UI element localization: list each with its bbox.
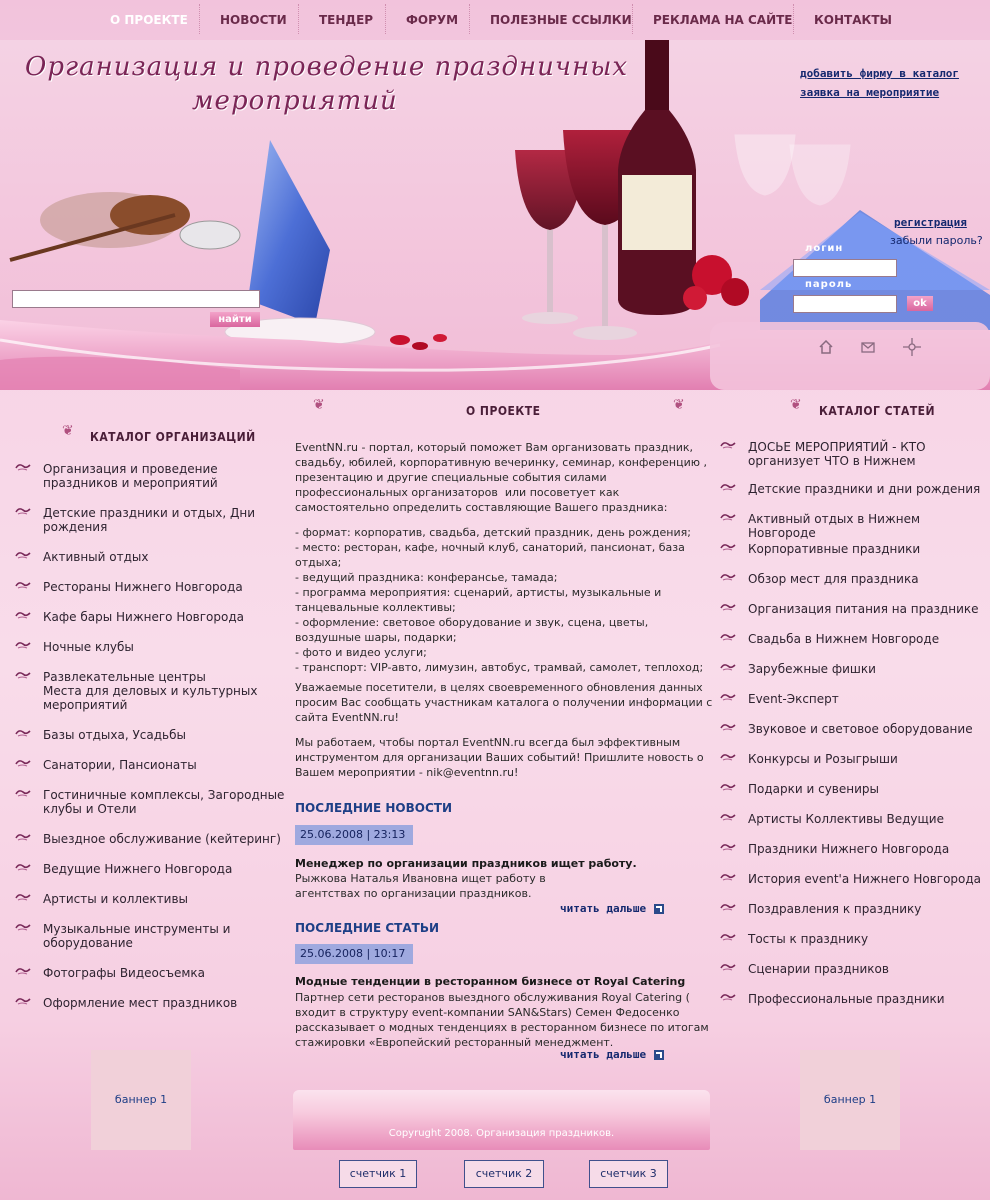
- articles-catalog-item-label: Обзор мест для праздника: [748, 572, 919, 586]
- sitemap-icon[interactable]: [902, 337, 922, 357]
- login-label: логин: [805, 243, 844, 254]
- site-title-line1: Организация и проведение праздничных: [25, 52, 629, 82]
- header-banner: [0, 40, 990, 390]
- about-intro: EventNN.ru - портал, который поможет Вам организовать праздник, свадьбу, юбилей, корпоративную вечеринку, семинар, конференцию , презентацию и другие специальные события силами профессиональных организаторов или посоветует как самостоятельно определить составляющие Вашего праздника:: [295, 441, 711, 514]
- leaf-ornament-icon: ❦: [62, 423, 74, 439]
- swirl-bullet-icon: [15, 832, 31, 842]
- org-catalog-item-label: Фотографы Видеосъемка: [43, 966, 205, 980]
- about-para2: Уважаемые посетители, в целях своевременного обновления данных просим Вас сообщать участникам каталога о получении информации с сайта EventNN.ru!: [295, 681, 716, 724]
- search-input[interactable]: [12, 290, 260, 308]
- org-catalog-item-label: Детские праздники и отдых, Дни рождения: [43, 506, 259, 534]
- banner-left[interactable]: баннер 1: [91, 1050, 191, 1150]
- articles-catalog-item-label: История event'a Нижнего Новгорода: [748, 872, 982, 886]
- swirl-bullet-icon: [15, 788, 31, 798]
- articles-catalog-item-label: Сценарии праздников: [748, 962, 889, 976]
- nav-separator: [793, 4, 795, 34]
- articles-catalog-item-label: Активный отдых в Нижнем Новгороде: [748, 512, 924, 540]
- password-label: пароль: [805, 279, 853, 290]
- org-catalog-item-label: Выездное обслуживание (кейтеринг): [43, 832, 281, 846]
- swirl-bullet-icon: [15, 996, 31, 1006]
- about-list: - формат: корпоратив, свадьба, детский праздник, день рождения; - место: ресторан, кафе, ночный клуб, санаторий, пансионат, база отдыха; - ведущий праздника: конферансье, тамада; - программа мероприятия: сценарий, артисты, музыкальные и танцевальные коллективы; - оформление: световое оборудование и звук, сцена, цветы, воздушные шары, подарки; - фото и видео услуги; - транспорт: VIP-авто, лимузин, автобус, трамвай, самолет, теплоход;: [295, 526, 704, 674]
- mail-icon[interactable]: [861, 342, 875, 353]
- nav-tender[interactable]: ТЕНДЕР: [319, 13, 374, 27]
- forgot-password-link[interactable]: забыли пароль?: [890, 234, 983, 247]
- swirl-bullet-icon: [720, 872, 736, 882]
- org-catalog-item-label: Кафе бары Нижнего Новгорода: [43, 610, 245, 624]
- swirl-bullet-icon: [720, 572, 736, 582]
- swirl-bullet-icon: [720, 842, 736, 852]
- articles-catalog-item-label: Детские праздники и дни рождения: [748, 482, 981, 496]
- news-title: ПОСЛЕДНИЕ НОВОСТИ: [295, 801, 452, 815]
- swirl-bullet-icon: [720, 542, 736, 552]
- swirl-bullet-icon: [15, 758, 31, 768]
- arrow-right-icon: [654, 904, 664, 914]
- articles-catalog-item-label: ДОСЬЕ МЕРОПРИЯТИЙ - КТО организует ЧТО в Нижнем: [748, 440, 930, 468]
- swirl-bullet-icon: [15, 506, 31, 516]
- nav-useful-links[interactable]: ПОЛЕЗНЫЕ ССЫЛКИ: [490, 13, 632, 27]
- login-ok-button[interactable]: ok: [907, 296, 933, 311]
- article-read-more-label: читать дальше: [560, 1048, 647, 1061]
- articles-catalog-title: КАТАЛОГ СТАТЕЙ: [819, 404, 936, 418]
- news-read-more-label: читать дальше: [560, 902, 647, 915]
- add-firm-link[interactable]: добавить фирму в каталог: [800, 67, 959, 80]
- article-read-more[interactable]: [560, 1048, 664, 1061]
- articles-catalog-item-label: Поздравления к празднику: [748, 902, 922, 916]
- about-para3: Мы работаем, чтобы портал EventNN.ru всегда был эффективным инструментом для организации Ваших событий! Пришлите новость о Вашем мероприятии - nik@eventnn.ru!: [295, 736, 708, 779]
- articles-catalog-item-label: Конкурсы и Розыгрыши: [748, 752, 898, 766]
- org-catalog-item-label: Базы отдыха, Усадьбы: [43, 728, 186, 742]
- swirl-bullet-icon: [720, 992, 736, 1002]
- counter-1[interactable]: счетчик 1: [339, 1160, 417, 1188]
- org-catalog-title: КАТАЛОГ ОРГАНИЗАЦИЙ: [90, 430, 256, 444]
- article-body: Партнер сети ресторанов выездного обслуживания Royal Catering ( входит в структуру event-компании SAN&Stars) Семен Федосенко рассказывает о модных тенденциях в ресторанном бизнесе по итогам стажировки «Европейский ресторанный менеджмент.: [295, 991, 713, 1049]
- swirl-bullet-icon: [720, 932, 736, 942]
- swirl-bullet-icon: [15, 550, 31, 560]
- swirl-bullet-icon: [720, 752, 736, 762]
- news-headline[interactable]: Менеджер по организации праздников ищет работу.: [295, 857, 637, 870]
- swirl-bullet-icon: [720, 602, 736, 612]
- nav-separator: [199, 4, 201, 34]
- nav-forum[interactable]: ФОРУМ: [406, 13, 459, 27]
- swirl-bullet-icon: [15, 640, 31, 650]
- swirl-bullet-icon: [720, 692, 736, 702]
- nav-advertising[interactable]: РЕКЛАМА НА САЙТЕ: [653, 13, 793, 27]
- swirl-bullet-icon: [15, 610, 31, 620]
- copyright-text: Copyrught 2008. Организация праздников.: [388, 1128, 615, 1139]
- swirl-bullet-icon: [720, 662, 736, 672]
- site-title-line2: мероприятий: [192, 86, 398, 116]
- login-input[interactable]: [793, 259, 897, 277]
- swirl-bullet-icon: [15, 922, 31, 932]
- news-body: Рыжкова Наталья Ивановна ищет работу в агентствах по организации праздников.: [295, 872, 546, 900]
- nav-separator: [469, 4, 471, 34]
- swirl-bullet-icon: [15, 462, 31, 472]
- nav-about[interactable]: О ПРОЕКТЕ: [110, 13, 188, 27]
- leaf-ornament-icon: ❦: [790, 397, 802, 413]
- leaf-ornament-icon: ❦: [673, 397, 685, 413]
- nav-news[interactable]: НОВОСТИ: [220, 13, 287, 27]
- arrow-right-icon: [654, 1050, 664, 1060]
- nav-separator: [298, 4, 300, 34]
- news-read-more[interactable]: [560, 902, 664, 915]
- articles-catalog-item-label: Зарубежные фишки: [748, 662, 876, 676]
- top-navigation: [0, 0, 990, 40]
- articles-catalog-item-label: Организация питания на празднике: [748, 602, 979, 616]
- articles-catalog-item-label: Свадьба в Нижнем Новгороде: [748, 632, 940, 646]
- articles-catalog-item-label: Подарки и сувениры: [748, 782, 879, 796]
- search-button[interactable]: найти: [210, 312, 260, 327]
- org-catalog-item-label: Гостиничные комплексы, Загородные клубы и Отели: [43, 788, 289, 816]
- swirl-bullet-icon: [15, 966, 31, 976]
- org-catalog-item-label: Артисты и коллективы: [43, 892, 189, 906]
- articles-catalog-item-label: Профессиональные праздники: [748, 992, 945, 1006]
- swirl-bullet-icon: [720, 782, 736, 792]
- org-catalog-item-label: Оформление мест праздников: [43, 996, 238, 1010]
- swirl-bullet-icon: [720, 440, 736, 450]
- swirl-bullet-icon: [720, 632, 736, 642]
- swirl-bullet-icon: [720, 962, 736, 972]
- nav-separator: [385, 4, 387, 34]
- articles-date: 25.06.2008 | 10:17: [295, 944, 413, 964]
- articles-catalog-item-label: Event-Эксперт: [748, 692, 839, 706]
- about-title: О ПРОЕКТЕ: [466, 404, 541, 418]
- swirl-bullet-icon: [720, 512, 736, 522]
- org-catalog-item-label: Музыкальные инструменты и оборудование: [43, 922, 235, 950]
- articles-catalog-item-label: Артисты Коллективы Ведущие: [748, 812, 944, 826]
- counter-3[interactable]: счетчик 3: [589, 1160, 668, 1188]
- register-link[interactable]: регистрация: [894, 216, 967, 229]
- swirl-bullet-icon: [720, 722, 736, 732]
- org-catalog-item-label: Организация и проведение праздников и мероприятий: [43, 462, 222, 490]
- org-catalog-item-label: Ночные клубы: [43, 640, 134, 654]
- org-catalog-item-label: Развлекательные центры Места для деловых и культурных мероприятий: [43, 670, 258, 712]
- swirl-bullet-icon: [15, 728, 31, 738]
- org-catalog-item-label: Ведущие Нижнего Новгорода: [43, 862, 233, 876]
- news-date: 25.06.2008 | 23:13: [295, 825, 413, 845]
- org-catalog-item-label: Рестораны Нижнего Новгорода: [43, 580, 243, 594]
- swirl-bullet-icon: [720, 812, 736, 822]
- banner-right[interactable]: баннер 1: [800, 1050, 900, 1150]
- article-headline[interactable]: Модные тенденции в ресторанном бизнесе от Royal Catering: [295, 975, 686, 988]
- articles-catalog-item-label: Корпоративные праздники: [748, 542, 921, 556]
- event-request-link[interactable]: заявка на мероприятие: [800, 86, 940, 99]
- articles-catalog-item-label: Тосты к празднику: [748, 932, 869, 946]
- articles-title: ПОСЛЕДНИЕ СТАТЬИ: [295, 921, 440, 935]
- org-catalog-item-label: Активный отдых: [43, 550, 149, 564]
- swirl-bullet-icon: [15, 862, 31, 872]
- swirl-bullet-icon: [720, 902, 736, 912]
- nav-separator: [632, 4, 634, 34]
- password-input[interactable]: [793, 295, 897, 313]
- swirl-bullet-icon: [15, 670, 31, 680]
- counter-2[interactable]: счетчик 2: [464, 1160, 544, 1188]
- org-catalog-item-label: Санатории, Пансионаты: [43, 758, 197, 772]
- home-icon[interactable]: [819, 340, 833, 354]
- articles-catalog-item-label: Праздники Нижнего Новгорода: [748, 842, 950, 856]
- footer: [293, 1090, 710, 1150]
- leaf-ornament-icon: ❦: [313, 397, 325, 413]
- swirl-bullet-icon: [720, 482, 736, 492]
- articles-catalog-item-label: Звуковое и световое оборудование: [748, 722, 973, 736]
- swirl-bullet-icon: [15, 892, 31, 902]
- nav-contacts[interactable]: КОНТАКТЫ: [814, 13, 892, 27]
- swirl-bullet-icon: [15, 580, 31, 590]
